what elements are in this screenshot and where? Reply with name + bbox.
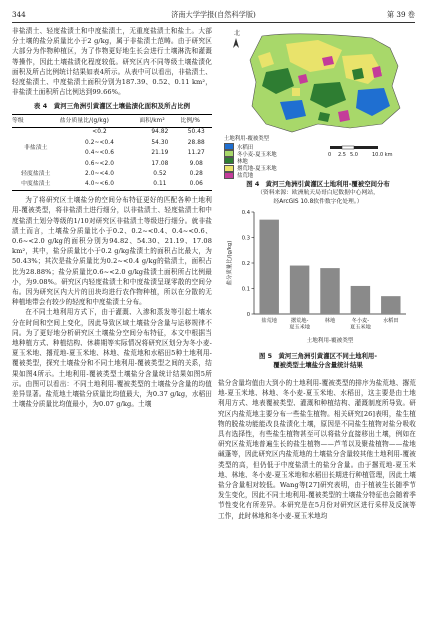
table-cell: 0.52 (153, 170, 167, 177)
table-cell: 中度盐渍土 (12, 180, 60, 191)
table-cell: 0.6~<2.0 (85, 160, 114, 167)
x-tick-label: 冬小麦- (351, 318, 370, 324)
right-column (218, 378, 416, 521)
legend-title: 土地利用-覆被类型 (224, 136, 270, 142)
x-tick-label: 夏玉米地 (289, 324, 310, 331)
table-cell: 11.27 (187, 150, 205, 157)
north-label: 北 (234, 30, 241, 37)
table-cell: 4.0~<6.0 (60, 180, 140, 191)
figure-4 (222, 28, 414, 178)
table-cell: 0.2~<0.4 (85, 139, 114, 146)
legend-label: 盐荒地 (237, 173, 254, 180)
figure-4-caption (218, 180, 418, 207)
x-tick-label: 水稻田 (383, 318, 399, 324)
journal-title: 济南大学学报(自然科学版) (171, 10, 256, 19)
table-row (12, 127, 212, 138)
table-header-cell: 比例/% (181, 114, 212, 127)
figure-5-caption-line-2: 覆被类型土壤盐分含量统计结果 (273, 361, 363, 369)
table-cell: 2.0~<4.0 (85, 170, 114, 177)
legend-swatch (224, 172, 234, 179)
legend-swatch (224, 165, 234, 172)
left-paragraph-3: 在不同土地利用方式下，由于灌溉、入渗和蒸发等引起土壤水分在时间和空间上变化，因此导致区域土壤盐分含量与运移规律不同。为了更好地分析研究区土壤盐分空间分布特征，本文中根据当地种植方式、种植结构、休耕期等实际情况将研究区划分为冬小麦-夏玉米地、撂荒地-夏玉米地、林地、盐荒地和水稻田5种土地利用-覆被类型，探究土壤盐分和不同土地利用-覆被类型之间的关系，结果如图4所示。土地利用-覆被类型土壤盐分含量统计结果如图5所示。由图可以看出：不同土地利用-覆被类型的土壤盐分含量的均值差异显著。盐荒地土壤盐分质量比均值最大，为0.37 g/kg，水稻田土壤盐分质量比均值最小，为0.07 g/kg。土壤 (12, 308, 212, 409)
legend-swatch (224, 143, 234, 150)
bar (381, 296, 400, 314)
table-cell: 轻度盐渍土 (21, 170, 51, 177)
page-number: 344 (12, 10, 26, 19)
y-tick-label: 0 (246, 312, 250, 318)
table-cell: 0.06 (181, 180, 212, 191)
legend-item (224, 172, 324, 179)
table-cell: 50.43 (187, 129, 205, 136)
map-legend (224, 134, 324, 179)
table-row (12, 169, 212, 179)
salinity-bar-chart (222, 206, 414, 351)
legend-label: 撂荒地-夏玉米地 (237, 166, 277, 173)
volume-label: 第 39 卷 (386, 10, 415, 19)
table-header-cell: 等级 (12, 114, 60, 127)
table-4-caption: 表 4 黄河三角洲引黄灌区土壤盐渍化面积及所占比例 (33, 102, 191, 111)
table-row (12, 180, 212, 191)
page-header (12, 8, 415, 23)
x-tick-label: 夏玉米地 (350, 324, 371, 331)
bar (351, 286, 370, 314)
table-cell: 0.4~<0.6 (85, 150, 114, 157)
legend-label: 冬小麦-夏玉米地 (237, 151, 277, 158)
table-cell: 0.28 (189, 170, 203, 177)
table-cell: 0.11 (139, 180, 180, 191)
north-arrow-icon (233, 38, 239, 48)
bar (290, 266, 309, 314)
legend-label: 林地 (237, 158, 248, 165)
scale-tick-label: 2.5 (338, 152, 346, 158)
x-tick-label: 撂荒地- (290, 318, 309, 324)
table-cell: 21.19 (151, 150, 169, 157)
table-4 (12, 114, 212, 192)
table-group-label: 非盐渍土 (24, 145, 48, 151)
y-tick-label: 0.2 (241, 261, 250, 267)
scale-bar (328, 146, 393, 158)
table-header-cell: 面积/km² (139, 114, 180, 127)
table-header-cell: 盐分质量比/(g/kg) (60, 114, 140, 127)
table-cell: 28.88 (187, 139, 205, 146)
figure-4-source-line-1: （资料来源：欧洲航天局哥白尼数据中心网站， (257, 190, 379, 196)
table-cell: <0.2 (92, 129, 107, 136)
table-cell: 9.08 (189, 160, 203, 167)
right-paragraph-1: 盐分含量均值由大到小的土地利用-覆被类型的排序为盐荒地、撂荒地-夏玉米地、林地、冬小麦-夏玉米地、水稻田，这主要是由土地利用方式、地表覆被类型、灌溉和种植结构、灌溉制度所导致。研究区内盐荒地主要分布一些盐生植物。相关研究[26]表明，盐生植物的脱盐功能能改良盐渍化土壤，原因是不同盐生植物对盐分吸收具有选择性，有些盐生植物甚至可以将盐分直接移出土壤，例如在研究区盐荒地普遍生长的盐生植物——芦苇以及聚盐植物——盐地碱蓬等，因此研究区内盐荒地的土壤盐分含量较其他土地利用-覆被类型的高，但仍低于中度盐渍土的盐分含量。由于撂荒地-夏玉米地、林地、冬小麦-夏玉米地和水稻田长期进行种植管理，因此土壤盐分含量相对较低。Wang等[27]研究表明，由于植被生长随季节发生变化，因此不同土地利用-覆被类型的土壤盐分特征也会随着季节性变化有所差异。本研究是在5月份对研究区进行采样及反演等工作，此时林地和冬小麦-夏玉米地均 (218, 379, 416, 520)
y-tick-label: 0.3 (241, 235, 250, 242)
scale-tick-label: 5.0 (350, 152, 358, 158)
left-paragraph-1: 非盐渍土、轻度盐渍土和中度盐渍土，无重度盐渍土和盐土。大部分土壤的盐分质量比小于2 g/kg，属于非盐渍土范畴。由于研究区大部分为作物种植区，为了作物更好地生长会进行土壤淋洗和灌溉等操作，因此土壤盐渍化程度较低。研究区内不同等级土壤盐渍化面积及所占比例统计结果如表4所示。从表中可以看出，非盐渍土、轻度盐渍土、中度盐渍土面积分别为187.39、0.52、0.11 km²，非盐渍土面积所占比例达到99.66%。 (12, 27, 212, 97)
legend-swatch (224, 157, 234, 164)
left-paragraph-2: 为了将研究区土壤盐分的空间分布特征更好的匹配各种土地利用-覆被类型，将非盐渍土进行细分，以非盐渍土、轻度盐渍土和中度盐渍土划分等级的1/10对研究区非盐渍土等级进行细分。就非盐渍土而言，土壤盐分质量比小于0.2、0.2~<0.4、0.4~<0.6、0.6~<2.0 g/kg的面积分别为94.82、54.30、21.19、17.08 km²，其中，盐分质量比小于0.2 g/kg盐渍土的面积占比最大，为50.43%；其次是盐分质量比为0.2~<0.4 g/kg的盐渍土，面积占比为28.88%；盐分质量比0.6~<2.0 g/kg盐渍土面积所占比例最小，为9.08%。研究区内轻度盐渍土和中度盐渍呈现零散的空间分布。因为研究区内大片的田块均进行农作物种植，所以在分散的无种植地带会有较少的轻度和中度盐渍土分布。 (12, 196, 212, 307)
table-cell: 94.82 (151, 129, 169, 136)
figure-4-title: 图 4 黄河三角洲引黄灌区土地利用-覆被空间分布 (246, 180, 390, 188)
table-cell: 17.08 (151, 160, 169, 167)
figure-5-caption (218, 352, 418, 370)
legend-swatch (224, 150, 234, 157)
legend-label: 水稻田 (237, 144, 254, 151)
figure-5-caption-line-1: 图 5 黄河三角洲引黄灌区不同土地利用- (259, 352, 377, 360)
figure-4-source-line-2: 经ArcGIS 10.8软件数字化处理。） (273, 199, 363, 205)
y-tick-label: 0.1 (241, 286, 250, 293)
map-region (250, 34, 400, 132)
bar (320, 268, 339, 314)
scale-tick-label: 0 (328, 152, 332, 158)
x-axis-label: 土地利用-覆被类型 (306, 338, 354, 344)
bar (259, 220, 278, 314)
left-column (12, 26, 212, 409)
y-tick-label: 0.4 (241, 210, 250, 216)
y-axis-label: 盐分质量比/(g/kg) (227, 240, 233, 286)
table-cell: 54.30 (151, 139, 169, 146)
scale-tick-label: 10.0 km (372, 152, 393, 158)
figure-5 (222, 206, 414, 351)
table-header-row (12, 114, 212, 127)
x-tick-label: 林地 (324, 318, 336, 324)
x-tick-label: 盐荒地 (261, 318, 277, 324)
